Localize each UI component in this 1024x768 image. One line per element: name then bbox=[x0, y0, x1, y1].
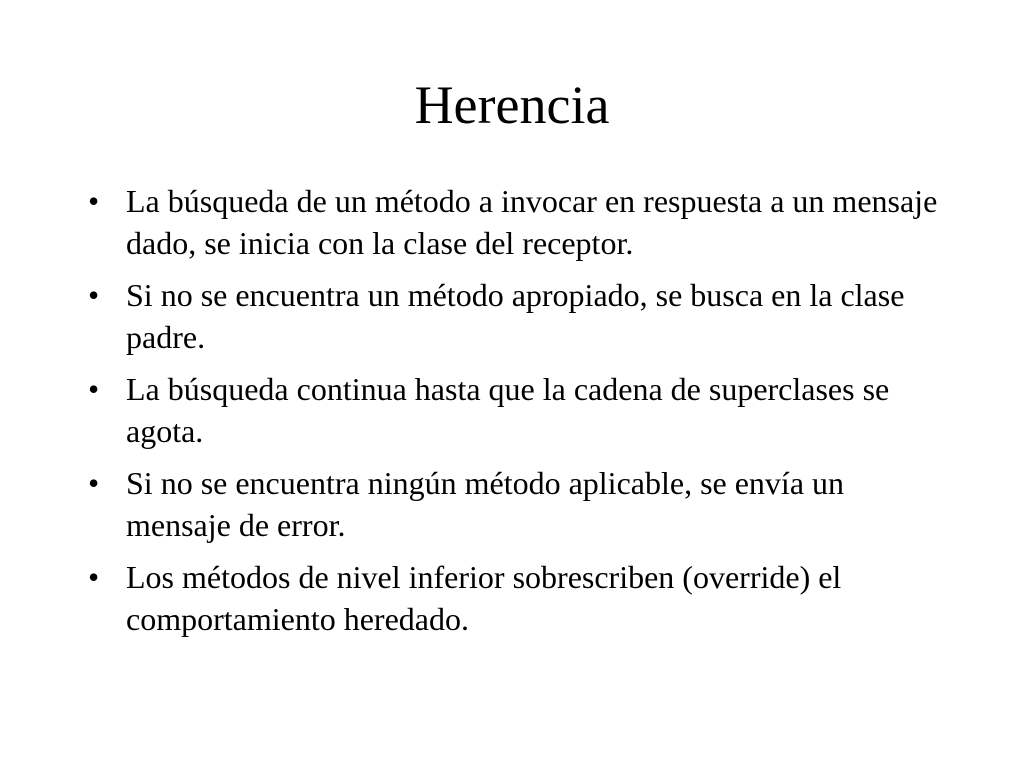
bullet-item bbox=[88, 368, 938, 452]
bullet-item bbox=[88, 180, 938, 264]
bullet-dot-icon: • bbox=[88, 371, 100, 407]
bullet-item bbox=[88, 556, 938, 640]
bullet-text: Si no se encuentra ningún método aplicable, se envía un mensaje de error. bbox=[126, 465, 845, 543]
bullet-item bbox=[88, 274, 938, 358]
bullet-text: Si no se encuentra un método apropiado, se busca en la clase padre. bbox=[126, 277, 905, 355]
bullet-dot-icon: • bbox=[88, 183, 100, 219]
bullet-item bbox=[88, 462, 938, 546]
bullet-text: La búsqueda de un método a invocar en respuesta a un mensaje dado, se inicia con la clase del receptor. bbox=[126, 183, 938, 261]
bullet-dot-icon: • bbox=[88, 465, 100, 501]
bullet-dot-icon: • bbox=[88, 277, 100, 313]
slide-title: Herencia bbox=[414, 75, 610, 135]
bullet-list bbox=[88, 180, 938, 650]
bullet-dot-icon: • bbox=[88, 559, 100, 595]
bullet-text: La búsqueda continua hasta que la cadena de superclases se agota. bbox=[126, 371, 890, 449]
bullet-text: Los métodos de nivel inferior sobrescriben (override) el comportamiento heredado. bbox=[126, 559, 842, 637]
